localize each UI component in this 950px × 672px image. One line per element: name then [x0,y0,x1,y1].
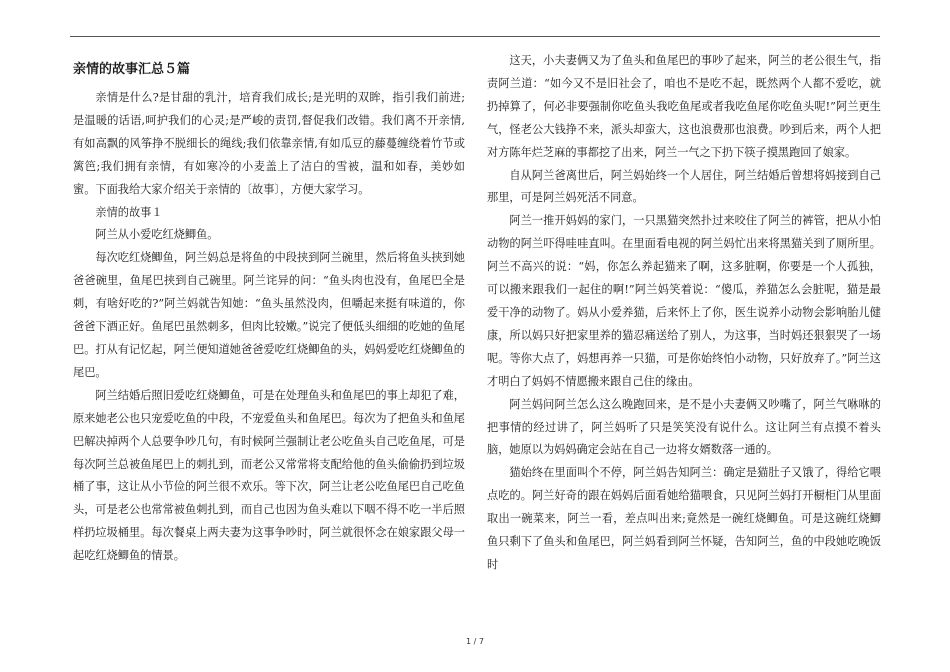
paragraph: 这天，小夫妻俩又为了鱼头和鱼尾巴的事吵了起来，阿兰的老公很生气，指责阿兰道：“如今又不是旧社会了，咱也不是吃不起，既然两个人都不爱吃，就扔掉算了，何必非要强制你吃鱼头我吃鱼尾或者我吃鱼尾你吃鱼头呢!”阿兰更生气，怪老公大钱挣不来，派头却蛮大，这也浪费那也浪费。吵到后来，两个人把对方陈年烂芝麻的事都挖了出来，阿兰一气之下扔下筷子摸黑跑回了娘家。 [487,54,881,159]
paragraph: 阿兰从小爱吃红烧鲫鱼。 [95,228,219,242]
paragraph: 阿兰妈问阿兰怎么这么晚跑回来，是不是小夫妻俩又吵嘴了，阿兰气咻咻的把事情的经过讲了，阿兰妈听了只是笑笑没有说什么。这让阿兰有点摸不着头脑，她原以为妈妈确定会站在自己一边将女婿数落一通的。 [487,397,881,457]
header-divider [70,36,880,37]
paragraph: 阿兰一推开妈妈的家门，一只黑猫突然扑过来咬住了阿兰的裤管，把从小怕动物的阿兰吓得哇哇直叫。在里面看电视的阿兰妈忙出来将黑猫关到了厕所里。阿兰不高兴的说：“妈，你怎么养起猫来了啊，这多脏啊，你要是一个人孤独，可以搬来跟我们一起住的啊!”阿兰妈笑着说：“傻瓜，养猫怎么会脏呢，猫是最爱干净的动物了。妈从小爱养猫，后来怀上了你，医生说养小动物会影响胎儿健康，所以妈只好把家里养的猫忍痛送给了别人，为这事，当时妈还狠狠哭了一场呢。等你大点了，妈想再养一只猫，可是你始终怕小动物，只好放弃了。”阿兰这才明白了妈妈不情愿搬来跟自己住的缘由。 [487,214,881,388]
story-heading: 亲情的故事１ [95,205,163,219]
paragraph: 猫始终在里面叫个不停，阿兰妈告知阿兰：确定是猫肚子又饿了，得给它喂点吃的。阿兰好奇的跟在妈妈后面看她给猫喂食，只见阿兰妈打开橱柜门从里面取出一碗菜来，阿兰一看，差点叫出来;竟然是一碗红烧鲫鱼。可是这碗红烧鲫鱼只剩下了鱼头和鱼尾巴，阿兰妈看到阿兰怀疑，告知阿兰，鱼的中段她吃晚饭时 [487,466,881,571]
document-title: 亲情的故事汇总５篇 [73,62,191,77]
paragraph: 阿兰结婚后照旧爱吃红烧鲫鱼，可是在处理鱼头和鱼尾巴的事上却犯了难，原来她老公也只宠爱吃鱼的中段，不宠爱鱼头和鱼尾巴。每次为了把鱼头和鱼尾巴解决掉两个人总要争吵几句，有时候阿兰强制让老公吃鱼头自己吃鱼尾，可是每次阿兰总被鱼尾巴上的刺扎到，而老公又常常将支配给他的鱼头偷偷扔到垃圾桶了事，这让从小节俭的阿兰很不欢乐。等下次，阿兰让老公吃鱼尾巴自己吃鱼头，可是老公也常常被鱼刺扎到，而自己也因为鱼头难以下咽不得不吃一半后照样扔垃圾桶里。每次餐桌上两夫妻为这事争吵时，阿兰就很怀念在娘家跟父母一起吃红烧鲫鱼的情景。 [73,388,465,563]
right-column [487,50,881,577]
page-number: 1 / 7 [466,637,484,646]
intro-paragraph: 亲情是什么?是甘甜的乳汁，培育我们成长;是光明的双眸，指引我们前进;是温暖的话语,呵护我们的心灵;是严峻的责罚,督促我们改错。我们离不开亲情,有如高飘的风筝挣不脱细长的绳线;我们依靠亲情,有如瓜豆的藤蔓缠绕着竹节或篱笆;我们拥有亲情，有如寒冷的小麦盖上了洁白的雪被，温和如春，美妙如蜜。下面我给大家介绍关于亲情的〔故事〕，方便大家学习。 [73,91,465,196]
paragraph: 每次吃红烧鲫鱼，阿兰妈总是将鱼的中段挟到阿兰碗里，然后将鱼头挟到她爸爸碗里，鱼尾巴挟到自己碗里。阿兰诧异的问：“鱼头肉也没有，鱼尾巴全是刺，有啥好吃的?”阿兰妈就告知她：“鱼头虽然没肉，但嚼起来挺有味道的，你爸爸下酒正好。鱼尾巴虽然刺多，但肉比较嫩。”说完了便低头细细的吃她的鱼尾巴。打从有记忆起，阿兰便知道她爸爸爱吃红烧鲫鱼的头，妈妈爱吃红烧鲫鱼的尾巴。 [73,251,465,379]
left-column [73,50,465,568]
paragraph: 自从阿兰爸离世后，阿兰妈始终一个人居住，阿兰结婚后曾想将妈接到自己那里，可是阿兰妈死活不同意。 [487,168,881,205]
